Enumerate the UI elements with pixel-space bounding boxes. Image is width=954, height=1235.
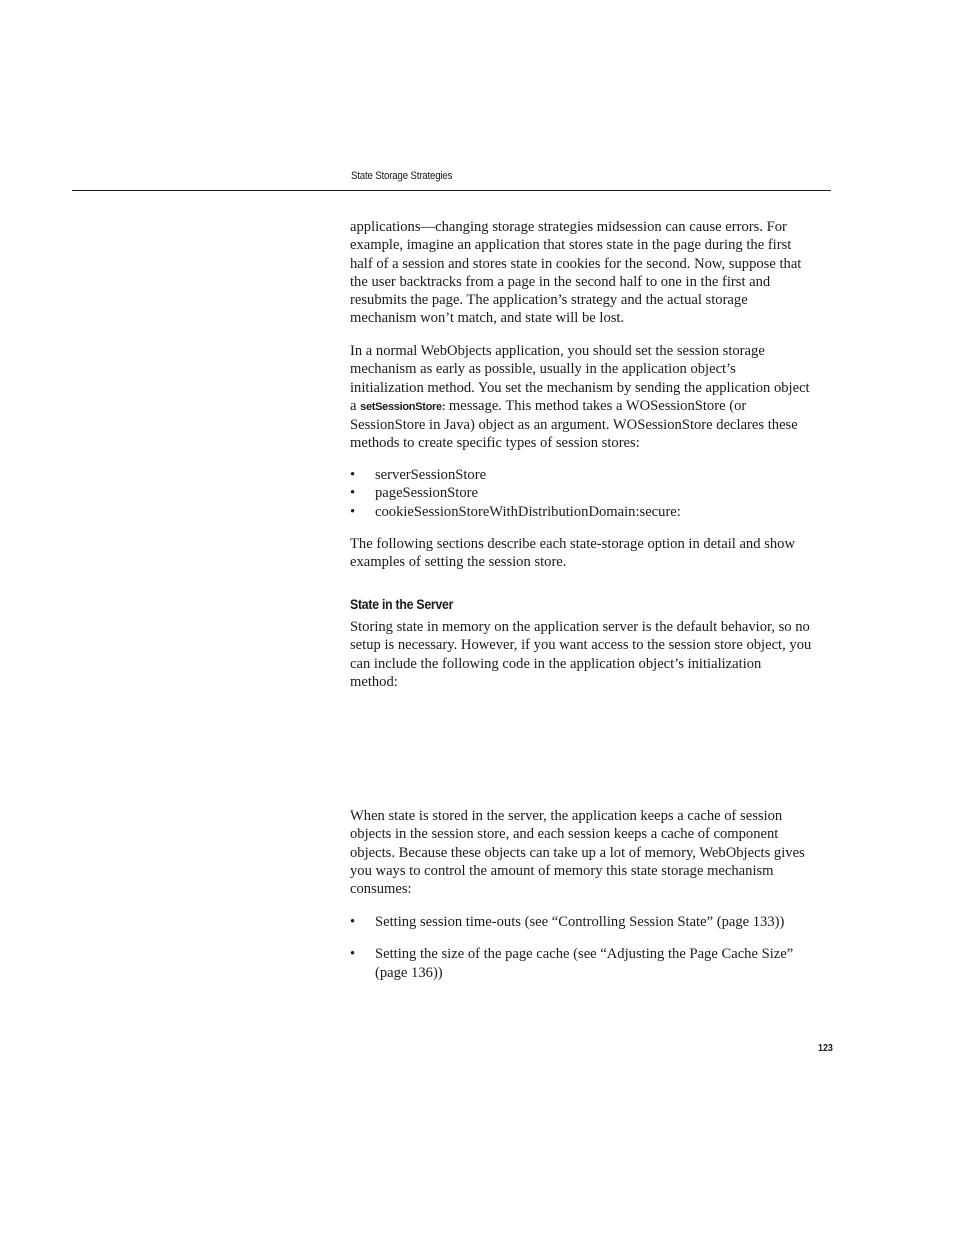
body-paragraph-3: The following sections describe each state-storage option in detail and show examples of setting the session store.	[350, 536, 795, 571]
code-setsessionstore: setSessionStore:	[360, 400, 446, 413]
body-paragraph-1: applications—changing storage strategies midsession can cause errors. For example, imagine an application that stores state in the page during the first half of a session and stores state in cookies for the second. Now, suppose that the user backtracks from a page in the second half to one in the first and resubmits the page. The application’s strategy and the actual storage mechanism won’t match, and state will be lost.	[350, 219, 802, 327]
paragraph-2-text-end: message. This method takes a WOSessionStore (or SessionStore in Java) object as an argument. WOSessionStore declares these methods to create specific types of session stores:	[350, 397, 798, 452]
session-store-method-list	[350, 466, 820, 521]
list-item-text: Setting the size of the page cache (see “Adjusting the Page Cache Size” (page 136))	[375, 946, 794, 981]
page-number: 123	[818, 1042, 833, 1054]
list-item	[350, 503, 820, 521]
body-paragraph-5: When state is stored in the server, the application keeps a cache of session objects in the session store, and each session keeps a cache of component objects. Because these objects can take up a lot of memory, WebObjects gives you ways to control the amount of memory this state storage mechanism consumes:	[350, 808, 805, 898]
memory-control-list	[350, 913, 820, 996]
running-head-title: State Storage Strategies	[351, 170, 453, 182]
header-rule	[72, 190, 831, 191]
paragraph-2-text-start: In a normal WebObjects application, you should set the session storage mechanism as early as possible, usually in the application object’s initialization method. You set the mechanism by sending the application object a	[350, 343, 810, 414]
body-paragraph-4: Storing state in memory on the application server is the default behavior, so no setup is necessary. However, if you want access to the session store object, you can include the following code in the application object’s initialization method:	[350, 619, 812, 690]
bullet-glyph: •	[350, 503, 356, 520]
list-item-text: cookieSessionStoreWithDistributionDomain:secure:	[375, 503, 681, 520]
list-item-text: serverSessionStore	[375, 467, 487, 483]
list-item	[350, 945, 820, 982]
bullet-glyph: •	[350, 485, 356, 502]
list-item	[350, 484, 820, 502]
list-item	[350, 913, 820, 931]
bullet-glyph: •	[350, 467, 356, 483]
body-paragraph-2	[350, 342, 812, 453]
bullet-glyph: •	[350, 914, 356, 930]
bullet-glyph: •	[350, 946, 356, 963]
list-item	[350, 466, 820, 484]
list-item-text: Setting session time-outs (see “Controlling Session State” (page 133))	[375, 914, 785, 930]
list-item-text: pageSessionStore	[375, 485, 478, 502]
section-heading: State in the Server	[350, 596, 454, 612]
